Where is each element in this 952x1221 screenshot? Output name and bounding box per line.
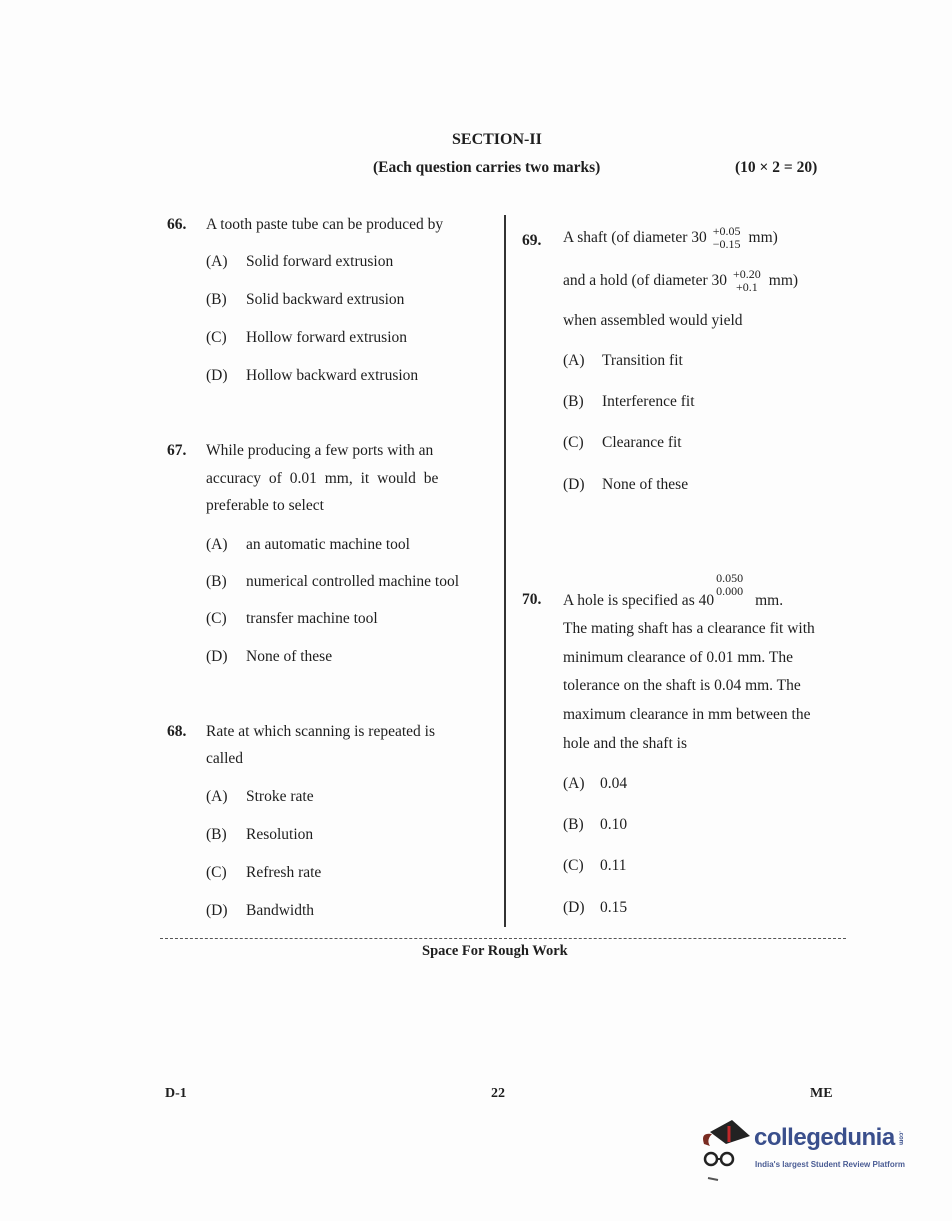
mascot-icon bbox=[696, 1114, 754, 1184]
option-text: Refresh rate bbox=[246, 864, 322, 881]
option-text: Clearance fit bbox=[602, 434, 682, 451]
question-text: While producing a few ports with an bbox=[206, 442, 434, 459]
option-label: (B) bbox=[563, 393, 584, 410]
option-text: 0.10 bbox=[600, 816, 628, 833]
option-text: 0.11 bbox=[600, 857, 627, 874]
footer-subject: ME bbox=[810, 1086, 833, 1101]
lower-tolerance: 0.000 bbox=[716, 584, 744, 598]
logo-com: .com bbox=[897, 1130, 904, 1145]
option-label: (D) bbox=[206, 648, 228, 665]
question-number: 66. bbox=[167, 216, 187, 233]
question-number: 68. bbox=[167, 723, 187, 740]
page-number: 22 bbox=[491, 1086, 505, 1101]
option-label: (A) bbox=[206, 788, 228, 805]
question-line bbox=[563, 571, 784, 610]
option-text: 0.15 bbox=[600, 899, 628, 916]
option-label: (B) bbox=[206, 573, 227, 590]
option-label: (C) bbox=[206, 329, 227, 346]
option-text: transfer machine tool bbox=[246, 610, 378, 627]
option-text: Solid forward extrusion bbox=[246, 253, 394, 270]
option-text: an automatic machine tool bbox=[246, 536, 410, 553]
question-text: maximum clearance in mm between the bbox=[563, 706, 811, 723]
question-text: accuracy of 0.01 mm, it would be bbox=[206, 470, 439, 487]
option-text: Hollow backward extrusion bbox=[246, 367, 419, 384]
shaft-tolerance bbox=[713, 225, 741, 251]
option-label: (A) bbox=[563, 352, 585, 369]
question-text: hole and the shaft is bbox=[563, 735, 687, 752]
question-line bbox=[563, 268, 798, 294]
question-line bbox=[563, 225, 778, 251]
option-text: 0.04 bbox=[600, 775, 628, 792]
question-text: minimum clearance of 0.01 mm. The bbox=[563, 649, 793, 666]
logo-tagline: India's largest Student Review Platform bbox=[755, 1160, 905, 1169]
option-label: (D) bbox=[563, 899, 585, 916]
question-text: preferable to select bbox=[206, 497, 324, 514]
upper-tolerance: 0.050 bbox=[716, 571, 744, 585]
question-text: A tooth paste tube can be produced by bbox=[206, 216, 444, 233]
option-label: (A) bbox=[206, 536, 228, 553]
marks-total: (10 × 2 = 20) bbox=[735, 159, 818, 176]
logo-wordmark bbox=[754, 1124, 904, 1152]
option-label: (C) bbox=[563, 857, 584, 874]
option-text: Hollow forward extrusion bbox=[246, 329, 407, 346]
lower-tolerance: −0.15 bbox=[712, 237, 741, 251]
option-label: (C) bbox=[563, 434, 584, 451]
question-text: The mating shaft has a clearance fit with bbox=[563, 620, 815, 637]
question-text: tolerance on the shaft is 0.04 mm. The bbox=[563, 677, 801, 694]
question-text: mm. bbox=[755, 592, 784, 609]
section-subtitle: (Each question carries two marks) bbox=[373, 159, 601, 176]
option-label: (A) bbox=[563, 775, 585, 792]
question-number: 69. bbox=[522, 232, 542, 249]
rough-work-label: Space For Rough Work bbox=[422, 943, 568, 959]
option-label: (D) bbox=[563, 476, 585, 493]
upper-tolerance: +0.05 bbox=[712, 224, 741, 238]
option-label: (B) bbox=[206, 826, 227, 843]
option-label: (D) bbox=[206, 367, 228, 384]
question-text: and a hold (of diameter 30 bbox=[563, 272, 727, 289]
option-text: Transition fit bbox=[602, 352, 683, 369]
question-text: A hole is specified as 40 bbox=[563, 592, 715, 609]
question-text: A shaft (of diameter 30 bbox=[563, 229, 707, 246]
option-label: (C) bbox=[206, 864, 227, 881]
logo-name: collegedunia bbox=[754, 1124, 895, 1151]
question-text: when assembled would yield bbox=[563, 312, 743, 329]
hole-tolerance bbox=[733, 268, 761, 294]
question-text: called bbox=[206, 750, 244, 767]
option-text: Interference fit bbox=[602, 393, 695, 410]
option-text: Bandwidth bbox=[246, 902, 315, 919]
option-text: None of these bbox=[246, 648, 333, 665]
upper-tolerance: +0.20 bbox=[732, 267, 761, 281]
section-title: SECTION-II bbox=[452, 131, 542, 148]
option-text: Solid backward extrusion bbox=[246, 291, 405, 308]
footer-code: D-1 bbox=[165, 1086, 187, 1101]
question-number: 67. bbox=[167, 442, 187, 459]
option-text: None of these bbox=[602, 476, 689, 493]
question-text: mm) bbox=[768, 272, 799, 289]
column-divider bbox=[504, 215, 506, 927]
option-label: (A) bbox=[206, 253, 228, 270]
option-label: (B) bbox=[206, 291, 227, 308]
question-number: 70. bbox=[522, 591, 542, 608]
option-label: (D) bbox=[206, 902, 228, 919]
option-label: (B) bbox=[563, 816, 584, 833]
rough-work-divider bbox=[160, 938, 846, 939]
hole-tolerance bbox=[716, 572, 743, 598]
option-label: (C) bbox=[206, 610, 227, 627]
question-text: mm) bbox=[748, 229, 778, 246]
question-text: Rate at which scanning is repeated is bbox=[206, 723, 435, 740]
option-text: numerical controlled machine tool bbox=[246, 573, 460, 590]
option-text: Resolution bbox=[246, 826, 314, 843]
lower-tolerance: +0.1 bbox=[735, 280, 758, 294]
option-text: Stroke rate bbox=[246, 788, 314, 805]
